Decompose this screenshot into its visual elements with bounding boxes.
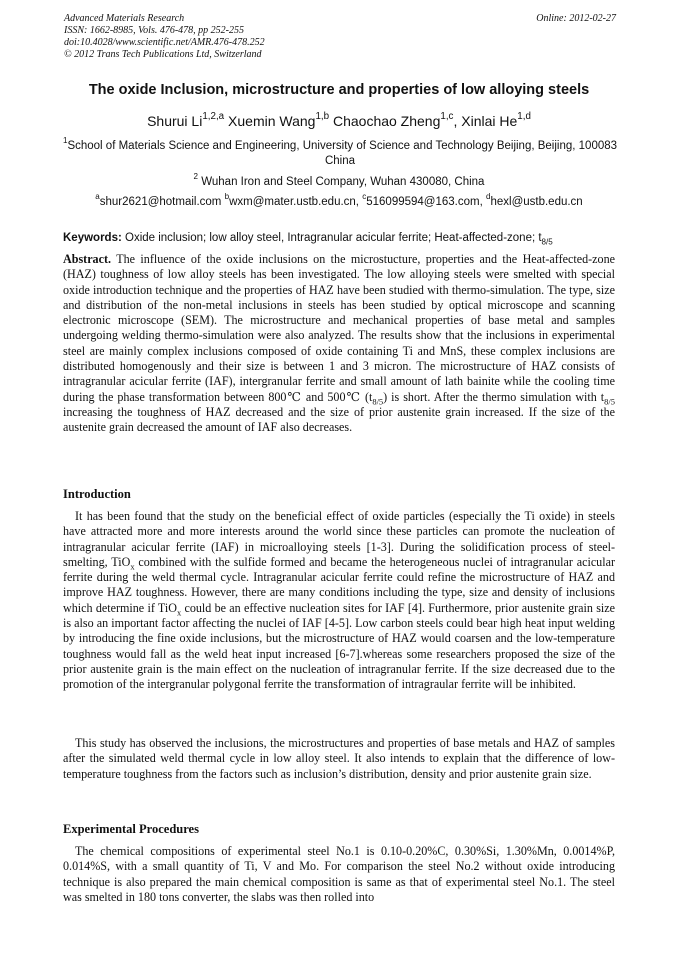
paragraph-text: could be an effective nucleation sites for IAF [4]. Furthermore, prior austenite grain size is also an important factor affecting the nuclei of IAF [4-5]. Low carbon steels could bear high heat input welding by introducing the fine oxide inclusions, but the microstructure of HAZ would coarsen and the low-temperature toughness would fall as the weld heat input increased [6-7].whereas some researchers proposed the size of the prior austenite grain is the main effect on the nucleation of intragranular ferrite. If the size decreased due to the promotion of the intergranular polygonal ferrite the transformation of intragraular ferrite will be inhibited. xyxy=(63,600,615,692)
email-link[interactable]: shur2621@hotmail.com xyxy=(99,196,222,208)
abstract-label: Abstract. xyxy=(63,252,112,266)
introduction-paragraph xyxy=(63,509,615,693)
abstract-sub: 8/5 xyxy=(372,396,384,407)
abstract xyxy=(63,252,615,436)
author-sup: 1,c xyxy=(440,111,454,123)
author-name: Chaochao Zheng xyxy=(332,113,441,129)
paragraph-sub: x xyxy=(130,561,135,572)
introduction-paragraph: This study has observed the inclusions, the microstructures and properties of base metals and HAZ of samples after the simulated weld thermal cycle in low alloy steel. It also intends to explain that the difference of low-temperature toughness from the factors such as inclusion’s distribution, density and prior austenite grain size. xyxy=(63,736,615,781)
affiliation-1 xyxy=(62,136,618,169)
author-sup: 1,d xyxy=(517,111,531,123)
section-heading-introduction: Introduction xyxy=(63,487,131,501)
email-sup: d xyxy=(485,192,491,202)
author-list: Shurui Li$^{1,2,a}$ Xuemin Wang$^{1,b}$ Chaochao Zheng$^{1,c}$, Xinlai He$^{1,d}$ xyxy=(147,111,531,129)
keywords-text: Oxide inclusion; low alloy steel, Intragranular acicular ferrite; Heat-affected-zone; t xyxy=(125,232,542,244)
abstract-text: The influence of the oxide inclusions on the microstucture, properties and the Heat-affected-zone (HAZ) toughness of low alloy steels has been investigated. The low alloying steels were smelted with special oxide introduction technique and the properties of HAZ have been studied with thermo-simulation. The type, size and distribution of the non-metal inclusions in steels has been studied by optical microscope and scanning electronic microscope (SEM). The microstructure and mechanical properties of base metal and samples undergoing welding thermo-simulation were also analyzed. The results show that the inclusions in experimental steel are mainly complex inclusions composed of oxide containing Ti and MnS, these complex inclusions are distributed homogenously and their size is between 1 and 3 micron. The microstructure of HAZ consists of intragranular acicular ferrite (IAF), intergranular ferrite and small amount of lath bainite while the cooling time during the phase transformation between 800℃ and 500℃ (t xyxy=(63,252,615,404)
online-date: Online: 2012-02-27 xyxy=(536,13,616,24)
abstract-sub: 8/5 xyxy=(604,396,615,407)
keywords-sub: 8/5 xyxy=(541,237,553,247)
email-sup: a xyxy=(95,192,100,202)
affiliation-sup: 1 xyxy=(62,136,68,146)
paragraph-text: combined with the sulfide formed and became the heterogeneous nuclei of intragranular acicular ferrite during the weld thermal cycle. Intragranular acicular ferrite could refine the microstructure of HAZ and improve HAZ toughness. However, there are many conditions including the type, size and density of inclusions which determine if TiO xyxy=(63,554,615,615)
journal-copyright: © 2012 Trans Tech Publications Ltd, Switzerland xyxy=(64,49,262,60)
paragraph-sub: x xyxy=(176,607,182,618)
author-name: Shurui Li xyxy=(147,113,203,129)
abstract-text: increasing the toughness of HAZ decreased and the size of prior austenite grain increased. If the size of the austenite grain decreased the amount of IAF also decreases. xyxy=(63,404,615,435)
author-name: Xinlai He xyxy=(461,113,518,129)
author-sup: 1,2,a xyxy=(202,111,225,123)
email-link[interactable]: wxm@mater.ustb.edu.cn, xyxy=(229,196,359,208)
abstract-text: ) is short. After the thermo simulation with t xyxy=(383,389,605,404)
keywords-label: Keywords: xyxy=(63,232,122,244)
journal-name: Advanced Materials Research xyxy=(64,13,185,24)
affiliation-sup: 2 xyxy=(193,172,199,182)
affiliation-text: School of Materials Science and Engineering, University of Science and Technology Beijing, Beijing, 100083 China xyxy=(67,140,618,167)
email-link[interactable]: 516099594@163.com, xyxy=(366,196,483,208)
paragraph-text: It has been found that the study on the beneficial effect of oxide particles (especially the Ti oxide) in steels have attracted more and more interests around the world since these particles can promote the nucleation of intragranular acicular ferrite (IAF) in microalloying steels [1-3]. During the solidification process of steel-smelting, TiO xyxy=(63,509,615,569)
author-sup: 1,b xyxy=(315,111,330,123)
affiliation-text: Wuhan Iron and Steel Company, Wuhan 430080, China xyxy=(201,176,485,188)
affiliation-2 xyxy=(40,172,638,188)
journal-issn: ISSN: 1662-8985, Vols. 476-478, pp 252-255 xyxy=(64,25,244,36)
paper-title: The oxide Inclusion, microstructure and properties of low alloying steels xyxy=(88,82,590,98)
email-sup: c xyxy=(362,192,367,202)
journal-header xyxy=(64,13,616,61)
email-list xyxy=(40,192,638,208)
journal-doi: doi:10.4028/www.scientific.net/AMR.476-478.252 xyxy=(64,37,265,48)
email-sup: b xyxy=(224,192,230,202)
author-name: Xuemin Wang xyxy=(228,113,316,129)
experimental-paragraph: The chemical compositions of experimental steel No.1 is 0.10-0.20%C, 0.30%Si, 1.30%Mn, 0.0014%P, 0.014%S, with a small quantity of Ti, V and Mo. For comparison the steel No.2 without oxide introducing technique is also prepared the main chemical composition is same as that of experimental steel No.1. The steel was smelted in 180 tons converter, the slabs was then rolled into xyxy=(63,844,615,904)
keywords xyxy=(63,232,623,247)
email-link[interactable]: hexl@ustb.edu.cn xyxy=(490,196,583,208)
section-heading-experimental: Experimental Procedures xyxy=(63,822,199,836)
